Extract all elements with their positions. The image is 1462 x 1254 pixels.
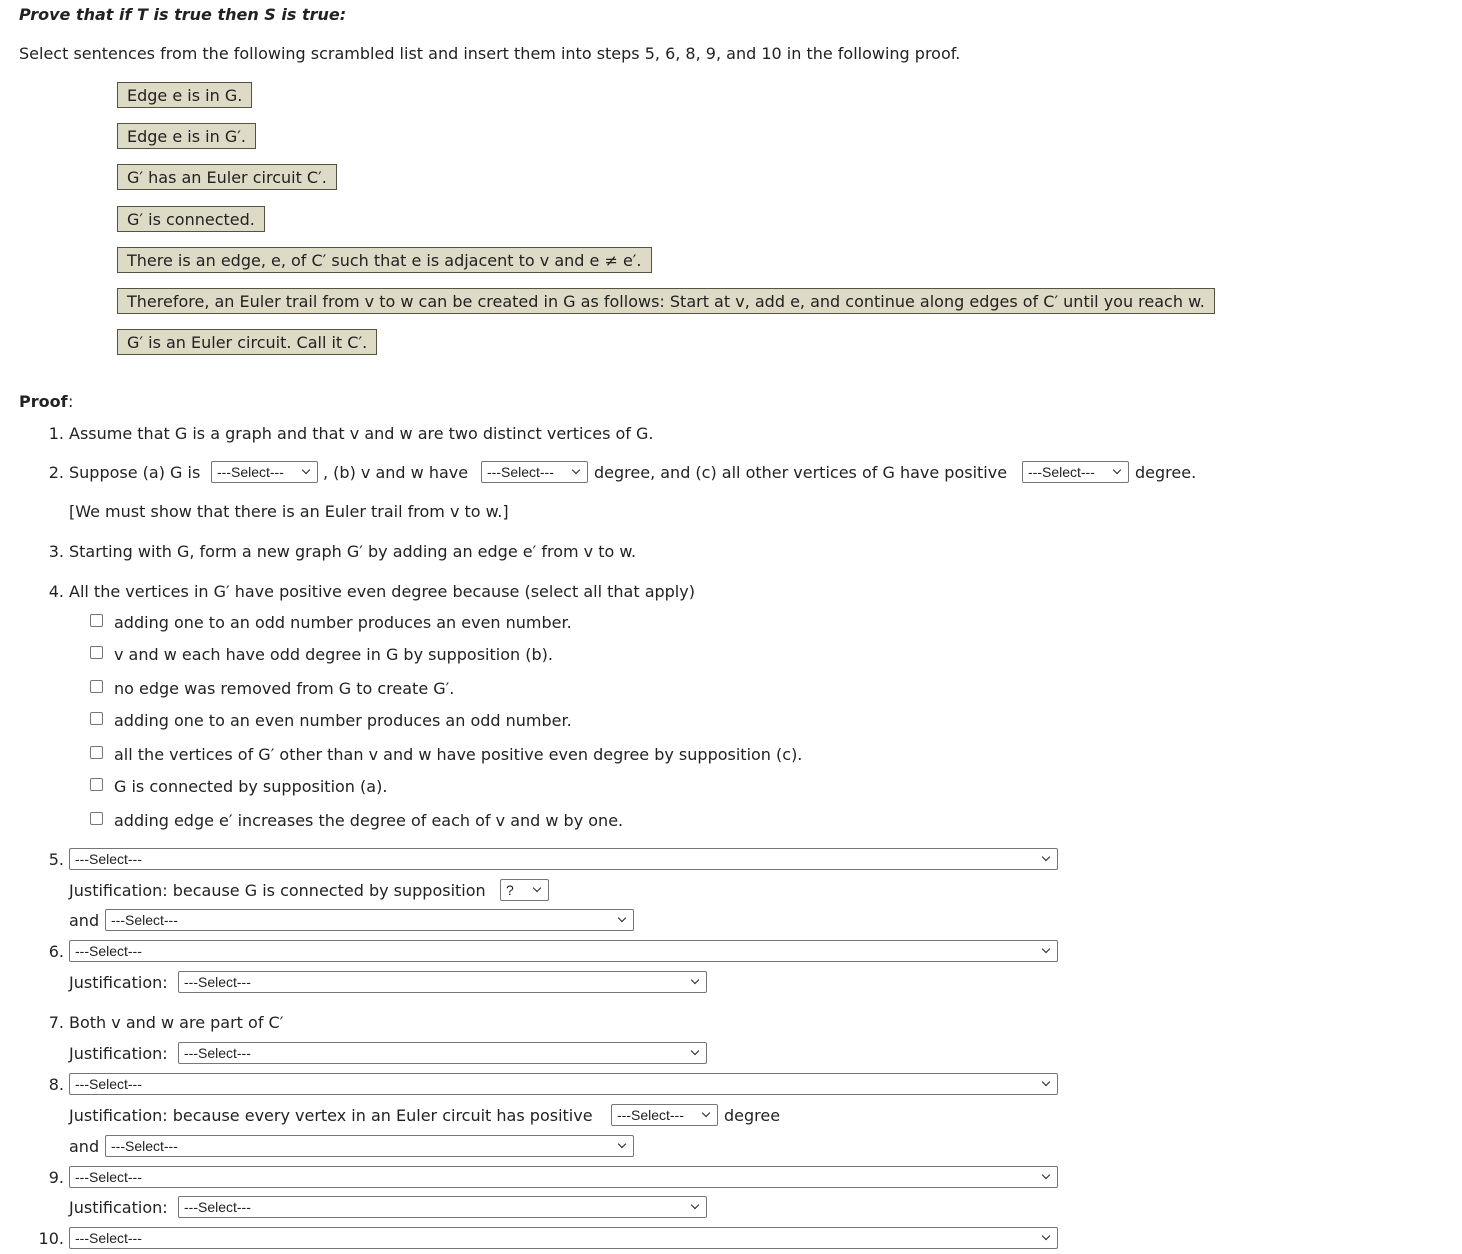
step4-checkbox[interactable] [90,812,103,825]
step7-justification-select[interactable]: ---Select--- [178,1042,707,1064]
step4-option-label: adding edge e′ increases the degree of each of v and w by one. [114,811,624,830]
step1-text: Assume that G is a graph and that v and w are two distinct vertices of G. [69,424,654,443]
step8-and: and [69,1137,100,1156]
step4-option-label: G is connected by supposition (a). [114,777,388,796]
step4-checkbox[interactable] [90,712,103,725]
step2-part-b: , (b) v and w have [323,463,469,482]
step4-checkbox[interactable] [90,680,103,693]
instructions: Select sentences from the following scrambled list and insert them into steps 5, 6, 8, 9, and 10 in the following proof. [19,44,961,63]
problem-title: Prove that if T is true then S is true: [19,5,347,24]
step-number: 5. [48,850,64,869]
step2-select-c[interactable]: ---Select--- [1022,461,1129,483]
step-number: 7. [48,1013,64,1032]
step6-justification: Justification: [69,973,168,992]
sentence-card[interactable]: Edge e is in G. [117,82,252,108]
step5-justification: Justification: because G is connected by supposition [69,881,486,900]
step2-select-a[interactable]: ---Select--- [211,461,318,483]
sentence-card[interactable]: G′ has an Euler circuit C′. [117,164,337,190]
step3-text: Starting with G, form a new graph G′ by adding an edge e′ from v to w. [69,542,637,561]
step2-part-c: degree, and (c) all other vertices of G have positive [594,463,1008,482]
step-number: 4. [48,582,64,601]
step5-and: and [69,911,100,930]
step4-checkbox[interactable] [90,746,103,759]
step7-justification: Justification: [69,1044,168,1063]
sentence-card[interactable]: There is an edge, e, of C′ such that e is adjacent to v and e ≠ e′. [117,247,652,273]
step9-justification-select[interactable]: ---Select--- [178,1196,707,1218]
step2-note: [We must show that there is an Euler trail from v to w.] [69,502,509,521]
step4-option-label: adding one to an even number produces an odd number. [114,711,572,730]
step-number: 3. [48,542,64,561]
step8-sentence-select[interactable]: ---Select--- [69,1073,1058,1095]
sentence-card[interactable]: G′ is connected. [117,206,265,232]
step2-part-a: Suppose (a) G is [69,463,201,482]
step9-justification: Justification: [69,1198,168,1217]
step4-option-label: v and w each have odd degree in G by supposition (b). [114,645,553,664]
sentence-card[interactable]: G′ is an Euler circuit. Call it C′. [117,329,377,355]
step-number: 2. [48,463,64,482]
step8-degree-select[interactable]: ---Select--- [611,1104,718,1126]
step-number: 6. [48,942,64,961]
step4-option-label: all the vertices of G′ other than v and w have positive even degree by supposition (c). [114,745,803,764]
step2-select-b[interactable]: ---Select--- [481,461,588,483]
step5-and-select[interactable]: ---Select--- [105,909,634,931]
step4-text: All the vertices in G′ have positive even degree because (select all that apply) [69,582,695,601]
step4-checkbox[interactable] [90,646,103,659]
step-number: 10. [38,1229,64,1248]
step4-checkbox[interactable] [90,778,103,791]
step5-sentence-select[interactable]: ---Select--- [69,848,1058,870]
step4-option-label: no edge was removed from G to create G′. [114,679,455,698]
step9-sentence-select[interactable]: ---Select--- [69,1166,1058,1188]
step-number: 1. [48,424,64,443]
proof-label: Proof [19,392,68,411]
step4-checkbox[interactable] [90,614,103,627]
sentence-card[interactable]: Therefore, an Euler trail from v to w can be created in G as follows: Start at v, add e, and continue along edges of C′ until you reach w. [117,288,1215,314]
step4-option-label: adding one to an odd number produces an even number. [114,613,572,632]
step10-sentence-select[interactable]: ---Select--- [69,1227,1058,1249]
step2-part-d: degree. [1135,463,1197,482]
proof-colon: : [68,392,74,411]
step6-justification-select[interactable]: ---Select--- [178,971,707,993]
step-number: 9. [48,1168,64,1187]
step7-text: Both v and w are part of C′ [69,1013,284,1032]
step8-and-select[interactable]: ---Select--- [105,1135,634,1157]
step5-supposition-select[interactable]: ? [500,879,549,901]
step8-degree-word: degree [724,1106,781,1125]
step-number: 8. [48,1075,64,1094]
step8-justification: Justification: because every vertex in an Euler circuit has positive [69,1106,593,1125]
sentence-card[interactable]: Edge e is in G′. [117,123,256,149]
step6-sentence-select[interactable]: ---Select--- [69,940,1058,962]
